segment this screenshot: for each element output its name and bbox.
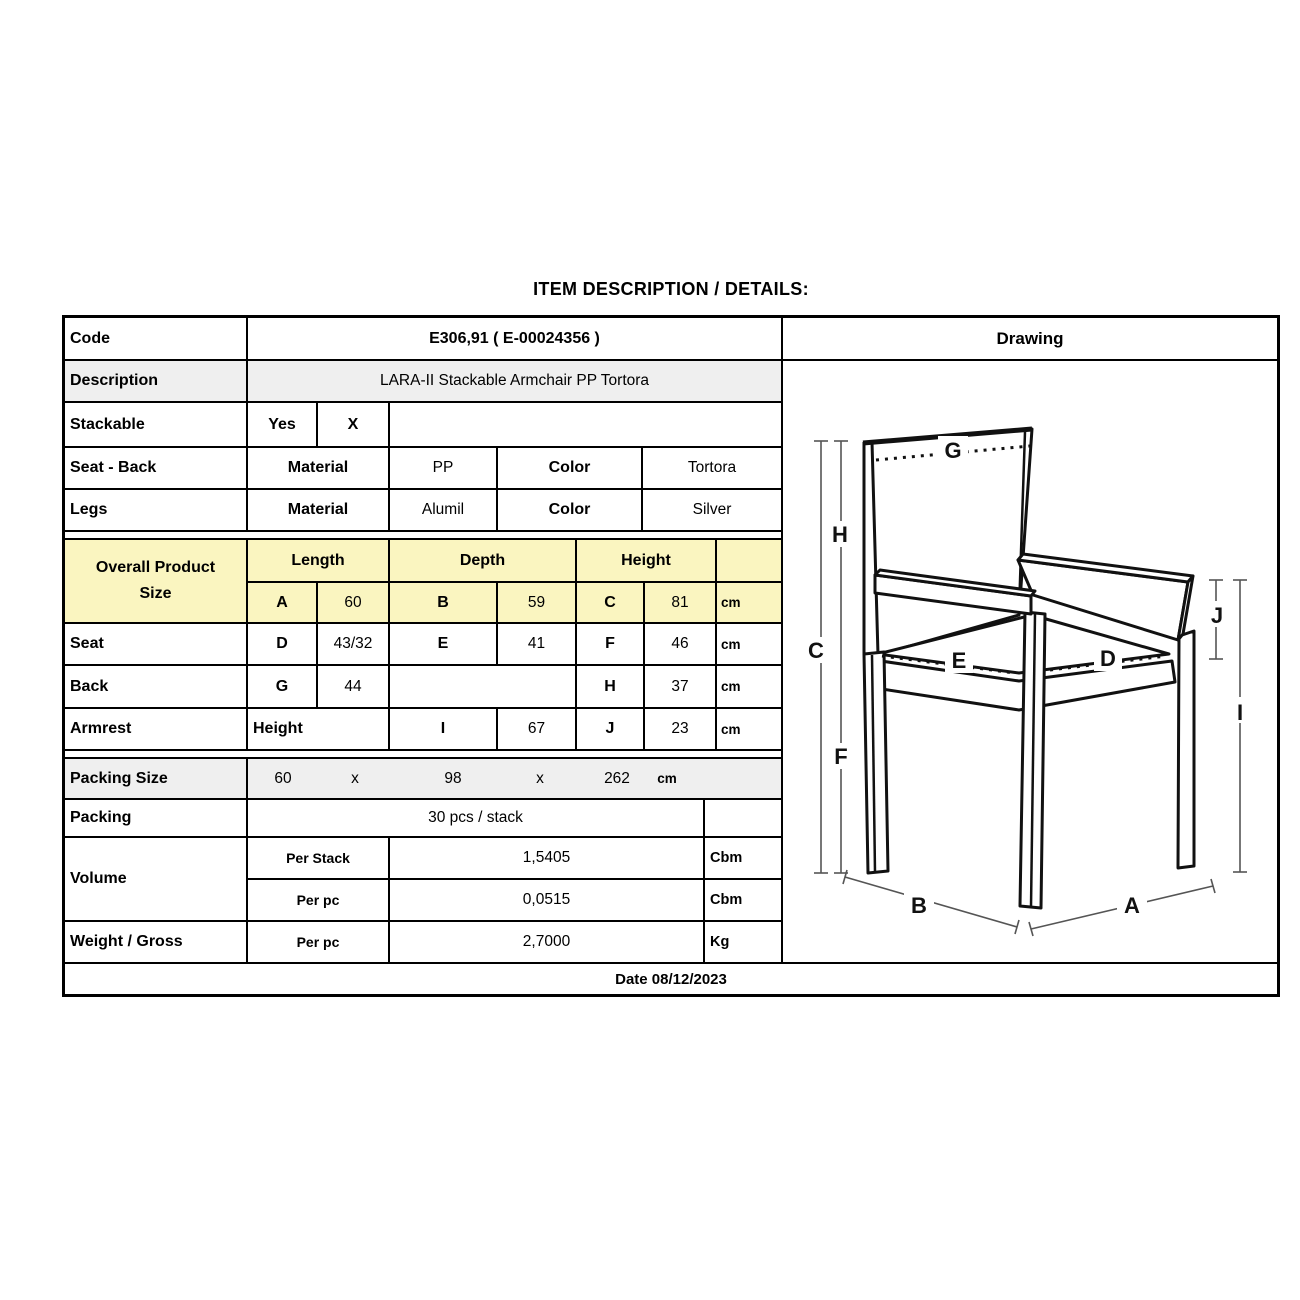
row-size-values: [248, 583, 781, 624]
seat-back-color: Tortora: [687, 459, 737, 476]
armrest-label: Armrest: [65, 709, 248, 749]
legs-color: Silver: [692, 501, 732, 518]
per-stack-value: 1,5405: [390, 838, 705, 878]
dim-e-value: 41: [498, 624, 577, 664]
row-armrest: [65, 709, 781, 751]
back-label: Back: [65, 666, 248, 707]
height-header: Height: [577, 540, 717, 581]
stackable-empty: [390, 403, 781, 446]
dim-c-value: 81: [645, 583, 717, 622]
spec-rows: [65, 318, 781, 962]
packing-size-label: Packing Size: [65, 759, 248, 798]
dim-label-j: J: [1210, 603, 1224, 628]
spec-table: [62, 315, 1280, 997]
packing-label: Packing: [65, 800, 248, 836]
dim-j-key: J: [577, 709, 645, 749]
dim-h-value: 37: [645, 666, 717, 707]
dim-c-key: C: [577, 583, 645, 622]
dim-label-d: D: [1100, 646, 1116, 671]
dim-label-h: H: [832, 522, 848, 547]
legs-material-label: Material: [248, 490, 390, 530]
per-pc-unit: Cbm: [710, 892, 743, 908]
dim-j-value: 23: [645, 709, 717, 749]
seat-back-material-label: Material: [248, 448, 390, 488]
dim-g-key: G: [248, 666, 318, 707]
size-header-empty: [717, 540, 781, 581]
dim-h-key: H: [577, 666, 645, 707]
seat-back-color-label: Color: [498, 448, 643, 488]
dim-b-value: 59: [498, 583, 577, 622]
dim-i-value: 67: [498, 709, 577, 749]
dim-e-key: E: [390, 624, 498, 664]
row-size-headers: [248, 540, 781, 583]
back-unit: cm: [721, 679, 741, 694]
packing-empty: [705, 800, 781, 836]
dim-label-a: A: [1124, 893, 1140, 918]
per-pc-label: Per pc: [248, 880, 390, 920]
date-row: [65, 962, 1277, 994]
depth-header: Depth: [390, 540, 577, 581]
dim-label-i: I: [1236, 700, 1244, 725]
dim-a-value: 60: [318, 583, 390, 622]
dim-f-value: 46: [645, 624, 717, 664]
chair-outline: [863, 429, 1194, 908]
chair-drawing-svg: [783, 361, 1277, 962]
row-code: [65, 318, 781, 361]
divider-row: [65, 751, 781, 759]
drawing-header: Drawing: [783, 318, 1277, 361]
drawing-panel: [781, 318, 1277, 962]
dim-a-key: A: [248, 583, 318, 622]
chair-drawing: [783, 361, 1277, 962]
row-volume-stack: [248, 838, 781, 880]
overall-size-label: Overall Product Size: [65, 540, 248, 624]
row-packing: [65, 800, 781, 838]
dim-label-e: E: [951, 648, 967, 673]
row-description: [65, 361, 781, 403]
volume-label: Volume: [65, 838, 248, 922]
weight-label: Weight / Gross: [65, 922, 248, 962]
packing-size-v3: 262: [604, 769, 630, 787]
legs-material: Alumil: [390, 490, 498, 530]
dim-f-key: F: [577, 624, 645, 664]
description-value: LARA-II Stackable Armchair PP Tortora: [379, 372, 650, 389]
dim-d-value: 43/32: [318, 624, 390, 664]
row-packing-size: [65, 759, 781, 800]
dim-b-key: B: [390, 583, 498, 622]
stackable-mark: X: [318, 403, 390, 446]
packing-size-value: [248, 759, 781, 798]
armrest-unit: cm: [721, 721, 741, 737]
page-title: ITEM DESCRIPTION / DETAILS:: [533, 279, 809, 299]
weight-per-pc-label: Per pc: [248, 922, 390, 962]
row-legs: [65, 490, 781, 532]
overall-unit: cm: [721, 595, 741, 610]
seat-unit: cm: [721, 636, 741, 652]
description-label: Description: [65, 361, 248, 401]
dim-label-g: G: [944, 438, 962, 463]
row-seat: [65, 624, 781, 666]
packing-size-v1: 60: [274, 769, 292, 787]
packing-size-x2: x: [536, 769, 544, 787]
code-value: E306,91 ( E-00024356 ): [429, 329, 600, 347]
legs-label: Legs: [65, 490, 248, 530]
per-stack-label: Per Stack: [248, 838, 390, 878]
packing-value: 30 pcs / stack: [248, 800, 705, 836]
stackable-yes: Yes: [248, 403, 318, 446]
legs-color-label: Color: [498, 490, 643, 530]
weight-value: 2,7000: [390, 922, 705, 962]
length-header: Length: [248, 540, 390, 581]
row-back: [65, 666, 781, 709]
row-seat-back: [65, 448, 781, 490]
armrest-height-label: Height: [248, 709, 390, 749]
dim-label-b: B: [911, 893, 927, 918]
divider-row: [65, 532, 781, 540]
per-stack-unit: Cbm: [710, 850, 743, 866]
row-stackable: [65, 403, 781, 448]
packing-size-v2: 98: [444, 769, 462, 787]
packing-size-x1: x: [351, 769, 359, 787]
code-label: Code: [65, 318, 248, 359]
weight-unit: Kg: [710, 934, 730, 950]
per-pc-value: 0,0515: [390, 880, 705, 920]
dim-label-c: C: [808, 638, 824, 663]
dim-i-key: I: [390, 709, 498, 749]
dim-g-value: 44: [318, 666, 390, 707]
row-volume-pc: [248, 880, 781, 922]
seat-back-material: PP: [390, 448, 498, 488]
packing-size-unit: cm: [657, 771, 677, 786]
seat-label: Seat: [65, 624, 248, 664]
stackable-label: Stackable: [65, 403, 248, 446]
dim-label-f: F: [834, 744, 848, 769]
back-empty: [390, 666, 577, 707]
date-value: Date 08/12/2023: [615, 970, 727, 988]
row-weight: [65, 922, 781, 962]
seat-back-label: Seat - Back: [65, 448, 248, 488]
dim-d-key: D: [248, 624, 318, 664]
